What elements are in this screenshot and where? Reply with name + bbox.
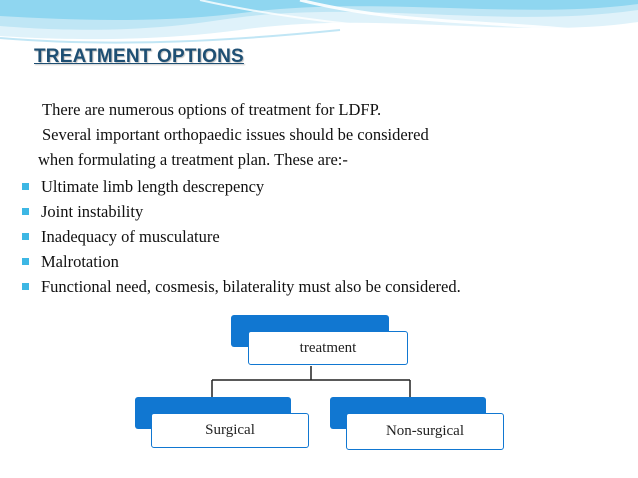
bullet-item: [20, 224, 461, 249]
bullet-text: Ultimate limb length descrepency: [41, 177, 265, 196]
square-bullet-icon: [22, 258, 29, 265]
bullet-text: Functional need, cosmesis, bilaterality must also be considered.: [41, 277, 461, 296]
non-surgical-node-label: Non-surgical: [385, 423, 465, 439]
square-bullet-icon: [22, 208, 29, 215]
square-bullet-icon: [22, 233, 29, 240]
bullet-text: Malrotation: [41, 252, 119, 271]
bullet-text: Joint instability: [41, 202, 144, 221]
root-node-label: treatment: [299, 339, 357, 356]
slide-title: TREATMENT OPTIONS: [34, 46, 244, 67]
bullet-item: [20, 199, 461, 224]
surgical-node: [151, 413, 309, 448]
square-bullet-icon: [22, 183, 29, 190]
non-surgical-node: [346, 413, 504, 450]
intro-line-3: when formulating a treatment plan. These are:-: [38, 150, 348, 169]
bullet-list: [20, 174, 461, 299]
surgical-node-label: Surgical: [205, 422, 255, 438]
square-bullet-icon: [22, 283, 29, 290]
root-node: [248, 331, 408, 365]
intro-line-2: Several important orthopaedic issues should be considered: [42, 125, 429, 144]
intro-line-1: There are numerous options of treatment for LDFP.: [42, 100, 382, 119]
bullet-item: [20, 274, 461, 299]
bullet-text: Inadequacy of musculature: [41, 227, 220, 246]
bullet-item: [20, 249, 461, 274]
bullet-item: [20, 174, 461, 199]
